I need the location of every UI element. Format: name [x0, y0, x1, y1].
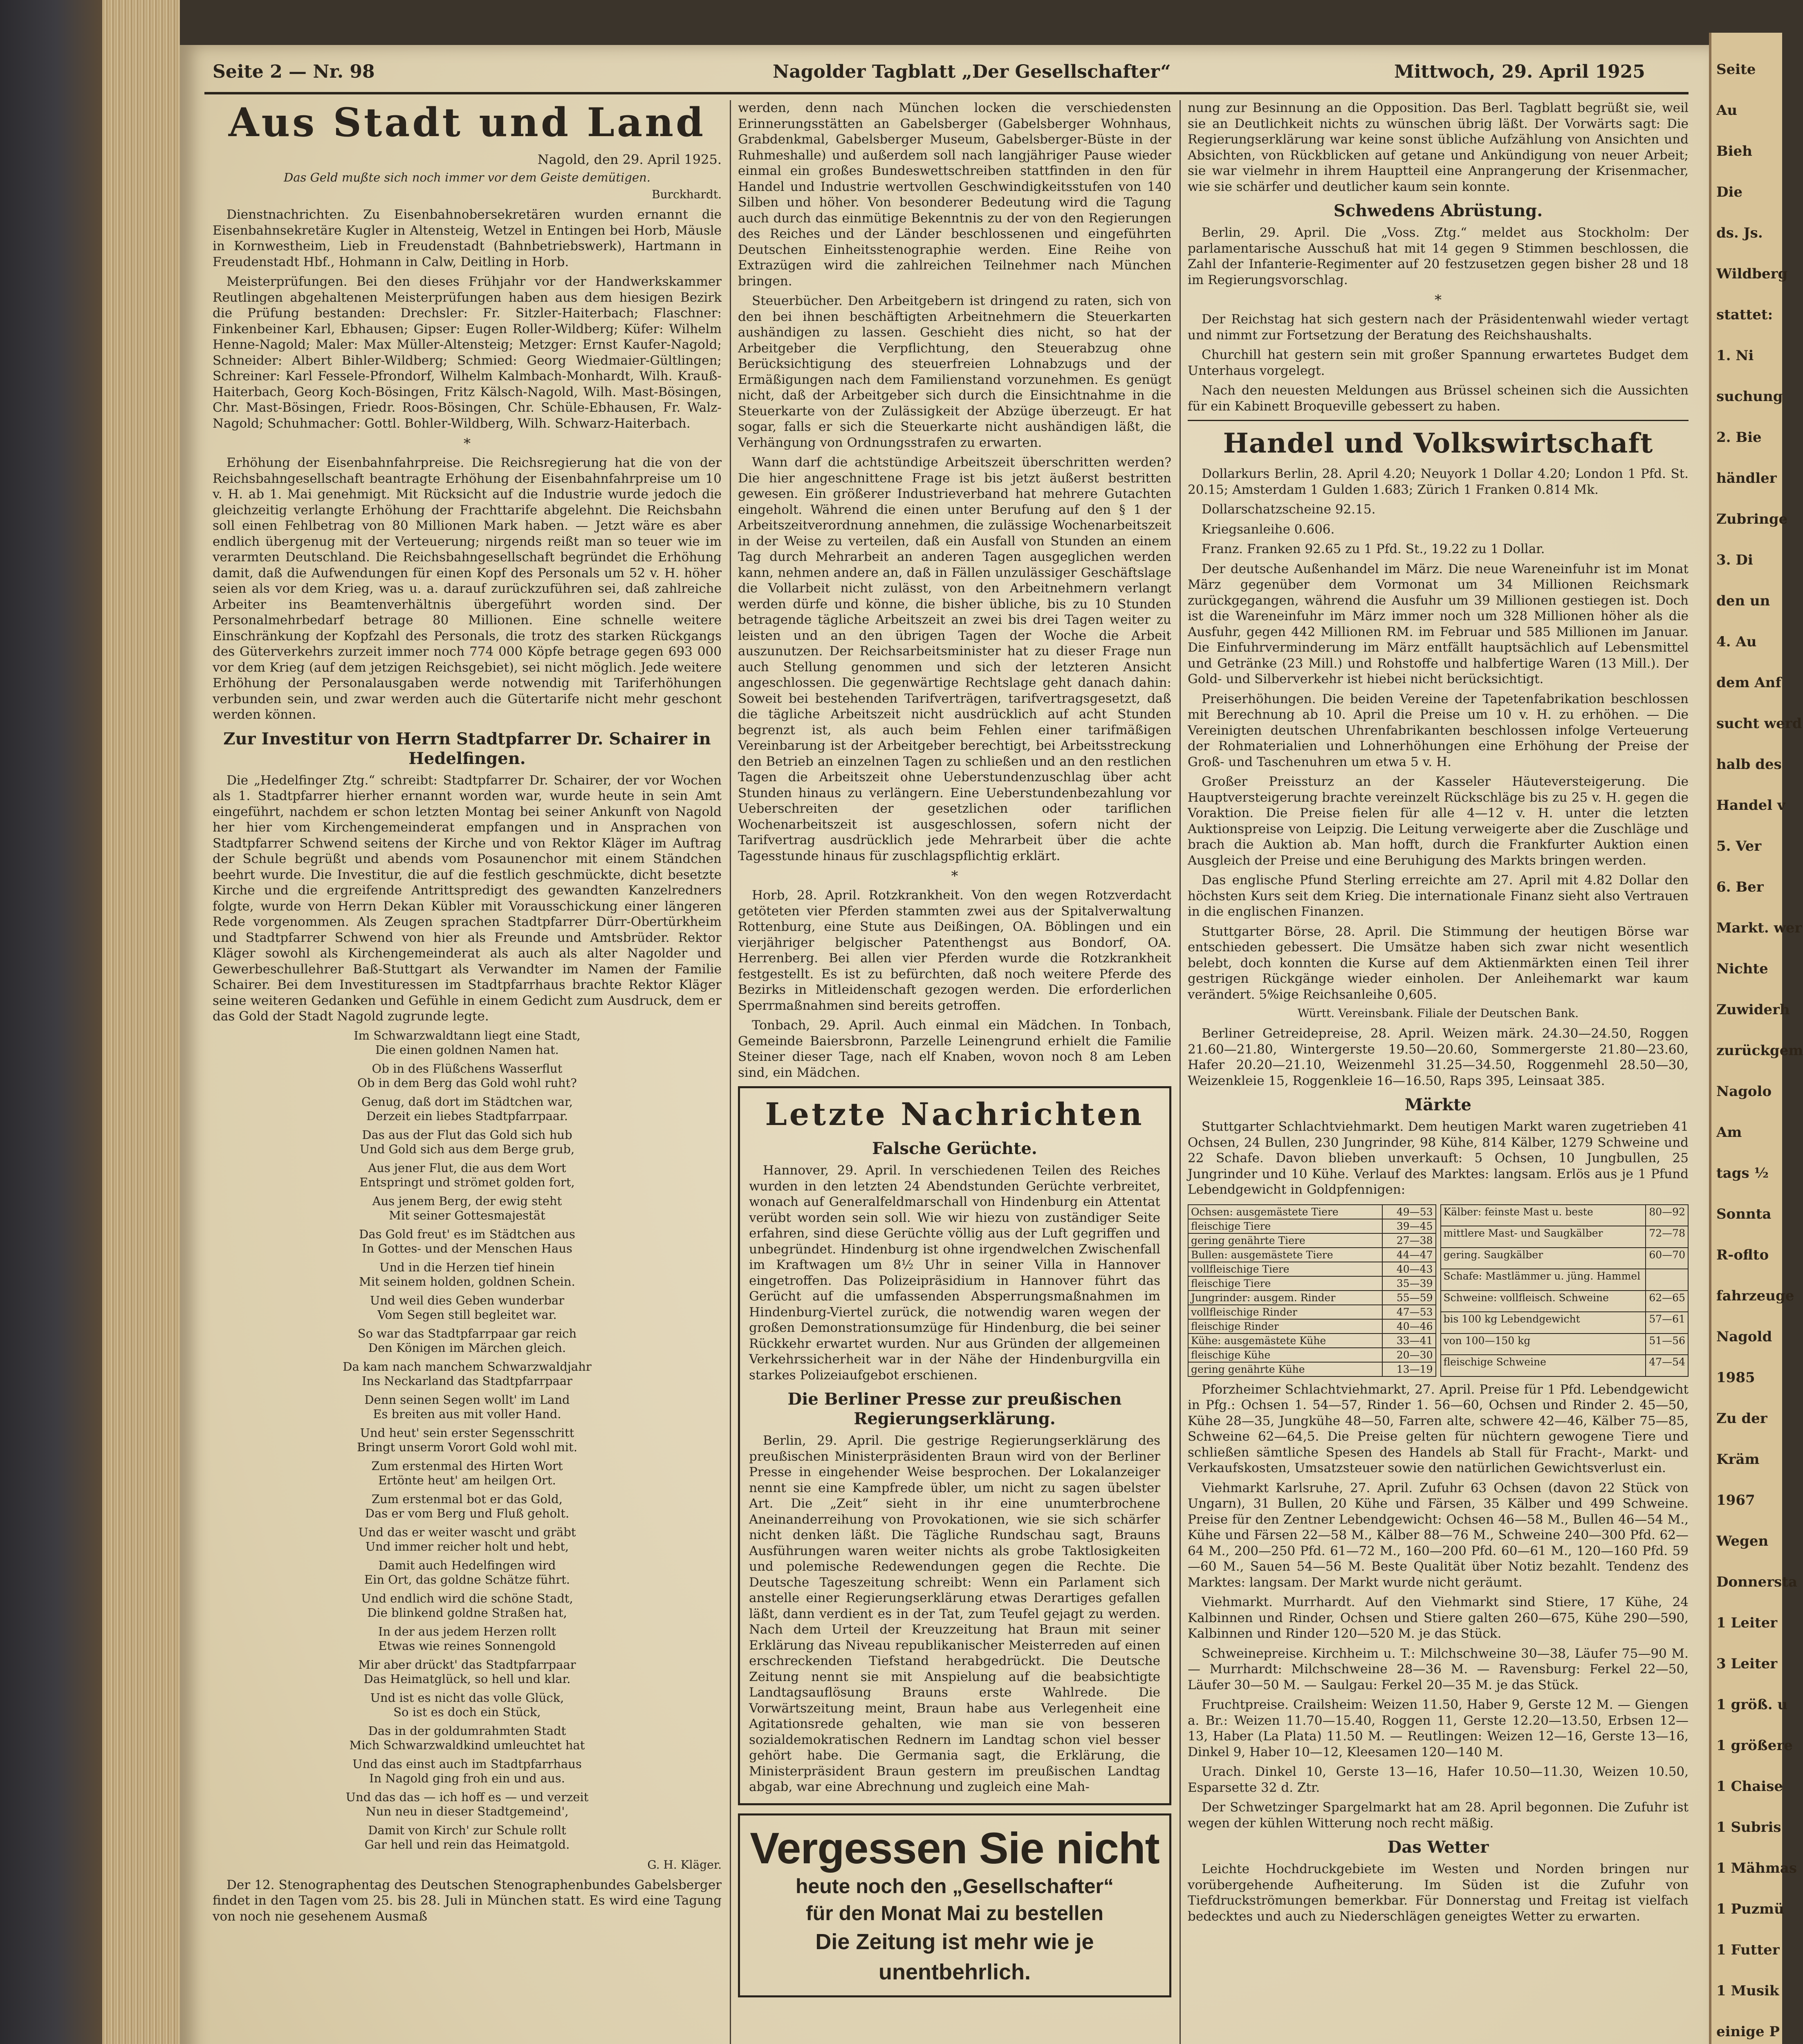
poem-line: Und das er weiter wascht und gräbt	[358, 1525, 576, 1539]
page-edges	[102, 0, 180, 2044]
adjacent-page-fragment: sucht werd	[1716, 715, 1802, 732]
adjacent-page-fragment: 1 größ. u	[1716, 1697, 1788, 1713]
article-stenographentag-cont: werden, denn nach München locken die verschiedensten Erinnerungsstätten an Gabelsberger (Gabelsberger Wohnhaus, Grabdenkmal, Gabelsberger Museum, Gabelsberger-Büste in der Ruhmeshalle) und außerdem soll nach langjähriger Pause wieder einmal ein großes Bundeswettschreiben stattfinden in den für Handel und Industrie wertvollen Geschwindigkeitsstufen von 140 Silben und höher. Von besonderer Bedeutung wird die Tagung auch durch das einmütige Bekenntnis zu der von den Regierungen des Reiches und der Länder beschlossenen und eingeführten Deutschen Einheitsstenographie werden. Eine Reihe von Extrazügen wird die zahlreichen Teilnehmer nach München bringen.	[738, 101, 1171, 289]
motto-author: Burckhardt.	[652, 188, 722, 201]
adjacent-page-fragment: Seite	[1716, 61, 1756, 78]
table-cell-category: Jungrinder: ausgem. Rinder	[1188, 1291, 1382, 1305]
adjacent-page-fragment: den un	[1716, 593, 1770, 609]
poem-line: Vom Segen still begleitet war.	[377, 1308, 557, 1322]
market-table-left	[1188, 1204, 1436, 1377]
book-binding	[0, 0, 102, 2044]
article-wetter: Leichte Hochdruckgebiete im Westen und Norden bringen nur vorübergehende Aufheiterung. Im Süden ist die Zufuhr von Tiefdruckströmungen bemerkbar. Für Donnerstag und Freitag ist vielfach bedecktes und auch zu Niederschlägen geneigtes Wetter zu erwarten.	[1188, 1862, 1689, 1924]
adjacent-page-fragment: 1985	[1716, 1369, 1755, 1386]
poem-line: Da kam nach manchem Schwarzwaldjahr	[343, 1359, 592, 1374]
article-spargelmarkt: Der Schwetzinger Spargelmarkt hat am 28. April begonnen. Die Zufuhr ist wegen der kühlen Witterung noch recht mäßig.	[1188, 1800, 1689, 1831]
adjacent-page-fragment: 1 größere	[1716, 1737, 1793, 1754]
poem-line: Ob in dem Berg das Gold wohl ruht?	[357, 1076, 577, 1090]
table-row	[1188, 1362, 1436, 1376]
table-cell-price: 27—38	[1382, 1233, 1435, 1248]
poem-signature: G. H. Kläger.	[647, 1858, 722, 1871]
adjacent-page-fragment: ds. Js.	[1716, 225, 1763, 241]
latest-news-title: Letzte Nachrichten	[765, 1096, 1144, 1132]
table-cell-category: fleischige Schweine	[1441, 1355, 1646, 1376]
table-cell-category: vollfleischige Rinder	[1188, 1305, 1382, 1319]
headline-geruechte: Falsche Gerüchte.	[872, 1139, 1037, 1158]
adjacent-page-fragment: 1 Futter	[1716, 1942, 1780, 1958]
table-cell-category: fleischige Tiere	[1188, 1219, 1382, 1233]
poem-line: Zum erstenmal bot er das Gold,	[371, 1492, 563, 1506]
header-page-number: Seite 2 — Nr. 98	[213, 61, 375, 82]
market-table-right	[1440, 1204, 1689, 1377]
market-tables	[1188, 1202, 1689, 1382]
article-investitur: Die „Hedelfinger Ztg.“ schreibt: Stadtpfarrer Dr. Schairer, der vor Wochen als 1. Stadtpfarrer hierher ernannt worden war, wurde heute in sein Amt eingeführt, nachdem er schon letzten Montag bei seiner Ankunft von Nagold her hier vom Kirchengemeinderat empfangen und in Ansprachen von Stadtpfarrer Schwend seitens der Kirche und von Rektor Kläger im Auftrag der Schule begrüßt und abends vom Posaunenchor mit einem Ständchen beehrt wurde. Die Investitur, die auf die festlich geschmückte, dicht besetzte Kirche und die ergreifende Antrittspredigt des gewandten Kanzelredners folgte, wurde von Herrn Dekan Kübler mit Vorausschickung einer längeren Rede vorgenommen. Als Zeugen sprachen Stadtpfarrer Dürr-Obertürkheim und Stadtpfarrer Schwend von hier als Freunde und Amtsbrüder. Rektor Kläger sowohl als Kirchengemeinderat als auch als alter Nagolder und Gewerbeschullehrer Baß-Stuttgart als Verwandter im Namen der Familie Schairer. Bei dem Investituressen im Stadtpfarrhaus brachte Rektor Kläger seine weiteren Gedanken und Gefühle in einem Gedicht zum Ausdruck, dem er das Gold der Stadt Nagold zugrunde legte.	[213, 773, 722, 1024]
table-cell-category: von 100—150 kg	[1441, 1334, 1646, 1355]
table-cell-category: Kälber: feinste Mast u. beste	[1441, 1205, 1646, 1226]
poem-line: Damit auch Hedelfingen wird	[378, 1558, 556, 1572]
table-cell-price: 35—39	[1382, 1276, 1435, 1291]
table-row	[1188, 1319, 1436, 1334]
article-bruessel: Nach den neuesten Meldungen aus Brüssel scheinen sich die Aussichten für ein Kabinett Broqueville gebessert zu haben.	[1188, 383, 1689, 414]
section-rule	[1188, 420, 1689, 421]
poem-line: In Gottes- und der Menschen Haus	[362, 1242, 572, 1255]
adjacent-page-fragment: dem Anf	[1716, 675, 1781, 691]
article-berlin-presse: Berlin, 29. April. Die gestrige Regierungserklärung des preußischen Ministerpräsidenten Braun wird von der Berliner Presse in eingehender Weise besprochen. Der Lokalanzeiger nennt sie eine Kampfrede übler, um nicht zu sagen übelster Art. Die „Zeit“ sieht in ihr eine unumterbrochene Aneinanderreihung von Provokationen, wie sie sich schärfer nicht denken läßt. Die Tägliche Rundschau sagt, Brauns Ausführungen waren weiter nichts als grobe Taktlosigkeiten und polemische Redewendungen gegen die Rechte. Die Deutsche Tageszeitung schreibt: Wenn ein Parlament sich anstelle einer Regierungserklärung etwas Derartiges gefallen läßt, dann verdient es in der Tat, zum Teufel gejagt zu werden. Nach dem Urteil der Kreuzzeitung hat Braun mit seiner Erklärung das Niveau republikanischer Meisterreden auf einen erschreckenden Tiefstand herabgedrückt. Die Deutsche Zeitung nennt sie mit Anspielung auf die beabsichtigte Landtagsauflösung Brauns erste Wahlrede. Die Vorwärtszeitung meint, Braun habe aus Verlegenheit eine Agitationsrede gehalten, wie man sie von besseren sozialdemokratischen Rednern im Landtag schon viel besser gehört habe. Die Germania sagt, die Erklärung, die Ministerpräsident Braun gestern im preußischen Landtag abgab, war eine Abrechnung und zugleich eine Mah-	[749, 1433, 1160, 1794]
poem-line: In der aus jedem Herzen rollt	[378, 1624, 556, 1638]
table-row	[1441, 1248, 1689, 1269]
article-schlachtviehmarkt: Stuttgarter Schlachtviehmarkt. Dem heutigen Markt waren zugetrieben 41 Ochsen, 24 Bullen, 230 Jungrinder, 98 Kühe, 814 Kälber, 1279 Schweine und 22 Schafe. Davon blieben unverkauft: 5 Ochsen, 10 Jungbullen, 25 Jungrinder und 10 Kühe. Verlauf des Marktes: langsam. Erlös aus je 1 Pfund Lebendgewicht in Goldpfennigen:	[1188, 1119, 1689, 1197]
adjacent-page-fragment: Am	[1716, 1124, 1742, 1141]
table-row	[1441, 1334, 1689, 1355]
adjacent-page-fragment: Wegen	[1716, 1533, 1769, 1549]
article-horb: Horb, 28. April. Rotzkrankheit. Von den wegen Rotzverdacht getöteten vier Pferden stammten zwei aus der Spitalverwaltung Rottenburg, eine Stute aus Deißingen, OA. Böblingen und ein vierjähriger belgischer Patenthengst aus Bondorf, OA. Herrenberg. Bei allen vier Pferden wurde die Rotzkrankheit festgestellt. Es ist zu befürchten, daß noch weitere Pferde des Bezirks in Mitleidenschaft gezogen werden. Die erforderlichen Sperrmaßnahmen sind bereits getroffen.	[738, 888, 1171, 1013]
article-haeuteversteigerung: Großer Preissturz an der Kasseler Häuteversteigerung. Die Hauptversteigerung brachte vereinzelt Rückschläge bis zu 25 v. H. gegen die Voraktion. Die Preise fielen für alle 4—12 v. H. unter die letzten Auktionspreise von Leipzig. Die Leitung verweigerte aber die Zuschläge und brach die Auktion ab. Man hofft, durch die Frankfurter Auktion einen Ausgleich der Preise und eine Beruhigung des Markts bringen werden.	[1188, 774, 1689, 868]
adjacent-page-fragment: 6. Ber	[1716, 879, 1764, 895]
poem-line: Mir aber drückt' das Stadtpfarrpaar	[358, 1657, 576, 1672]
poem-line: Entspringt und strömet golden fort,	[359, 1175, 575, 1189]
table-cell-price: 60—70	[1646, 1248, 1688, 1269]
adjacent-page-fragment: 3. Di	[1716, 552, 1753, 568]
ad-headline: Vergessen Sie nicht	[750, 1823, 1159, 1873]
adjacent-page-fragment: fahrzeuge	[1716, 1288, 1794, 1304]
subscription-ad	[738, 1813, 1171, 1997]
poem-line: Das Gold freut' es im Städtchen aus	[359, 1227, 575, 1241]
table-row	[1441, 1226, 1689, 1248]
poem-line: Und Gold sich aus dem Berge grub,	[359, 1142, 575, 1156]
poem-line: So ist es doch ein Stück,	[393, 1705, 541, 1719]
article-preiserhoehungen: Preiserhöhungen. Die beiden Vereine der Tapetenfabrikation beschlossen mit Berechnung ab 10. April die Preise um 10 v. H. zu erhöhen. — Die Vereinigten deutschen Uhrenfabrikanten beschlossen infolge Verteuerung der Rohmaterialien und Lohnerhöhungen eine Erhöhung der Preise der Groß- und Taschenuhren um etwa 5 v. H.	[1188, 691, 1689, 769]
separator-star: *	[464, 435, 471, 452]
table-cell-price: 44—47	[1382, 1248, 1435, 1262]
adjacent-page-fragment: 1 Chaise	[1716, 1778, 1783, 1795]
adjacent-page-fragment: 1 Musik	[1716, 1983, 1779, 1999]
adjacent-page-fragment: Donnersta	[1716, 1574, 1798, 1590]
poem-line: Ins Neckarland das Stadtpfarrpaar	[361, 1374, 573, 1388]
table-cell-price: 47—54	[1646, 1355, 1688, 1376]
adjacent-page-fragment: 4. Au	[1716, 634, 1757, 650]
poem-line: Und endlich wird die schöne Stadt,	[361, 1591, 573, 1605]
column-3	[1188, 100, 1689, 2044]
table-row	[1441, 1269, 1689, 1291]
poem-line: Damit von Kirch' zur Schule rollt	[368, 1823, 566, 1837]
article-dienstnachrichten: Dienstnachrichten. Zu Eisenbahnobersekretären wurden ernannt die Eisenbahnsekretäre Kugler in Altensteig, Wetzel in Entingen bei Horb, Mäusle in Kornwestheim, Lieb in Freudenstadt (Bahnbetriebswerk), Hartmann in Freudenstadt Hbf., Hohmann in Calw, Deitling in Horb.	[213, 207, 722, 269]
table-row	[1188, 1348, 1436, 1362]
headline-berliner-presse: Die Berliner Presse zur preußischen Regierungserklärung.	[787, 1390, 1122, 1428]
article-dollarkurs: Dollarkurs Berlin, 28. April 4.20; Neuyork 1 Dollar 4.20; London 1 Pfd. St. 20.15; Amsterdam 1 Gulden 1.683; Zürich 1 Franken 0.814 Mk.	[1188, 466, 1689, 497]
adjacent-page	[1709, 33, 1803, 2044]
adjacent-page-fragment: stattet:	[1716, 307, 1773, 323]
column-rule	[730, 100, 731, 2044]
table-cell-price: 62—65	[1646, 1291, 1688, 1312]
table-cell-category: Bullen: ausgemästete Tiere	[1188, 1248, 1382, 1262]
table-cell-price: 33—41	[1382, 1334, 1435, 1348]
poem-line: Das Heimatglück, so hell und klar.	[363, 1672, 571, 1686]
column-1	[213, 100, 722, 2044]
poem-line: Das aus der Flut das Gold sich hub	[362, 1127, 572, 1142]
article-pfund: Das englische Pfund Sterling erreichte am 27. April mit 4.82 Dollar den höchsten Kurs seit dem Krieg. Die internationale Finanz sieht also Vertrauen in die englischen Finanzen.	[1188, 873, 1689, 919]
table-cell-price: 40—46	[1382, 1319, 1435, 1334]
article-franken: Franz. Franken 92.65 zu 1 Pfd. St., 19.22 zu 1 Dollar.	[1202, 542, 1545, 556]
table-row	[1441, 1312, 1689, 1334]
adjacent-page-fragment: 1 Leiter	[1716, 1615, 1778, 1631]
adjacent-page-fragment: 1 Subris	[1716, 1819, 1781, 1836]
table-cell-price: 72—78	[1646, 1226, 1688, 1248]
adjacent-page-fragment: 2. Bie	[1716, 429, 1762, 446]
article-urach: Urach. Dinkel 10, Gerste 13—16, Hafer 10.50—11.30, Weizen 10.50, Esparsette 32 d. Ztr.	[1188, 1764, 1689, 1795]
poem-line: Aus jener Flut, die aus dem Wort	[368, 1161, 566, 1175]
table-row	[1188, 1276, 1436, 1291]
latest-news-box	[738, 1086, 1171, 1805]
table-cell-category: gering. Saugkälber	[1441, 1248, 1646, 1269]
section-title-handel: Handel und Volkswirtschaft	[1223, 427, 1653, 459]
adjacent-page-fragment: Zu der	[1716, 1410, 1767, 1427]
article-arbeitszeit: Wann darf die achtstündige Arbeitszeit überschritten werden? Die hier angeschnittene Frage ist bis jetzt äußerst bestritten gewesen. Ein größerer Industrieverband hat mehrere Gutachten eingeholt. Während die einen unter Berufung auf den § 1 der Arbeitszeitverordnung annehmen, die zulässige Wochenarbeitszeit in der Weise zu verteilen, daß ein Ausfall von Stunden an einem Tag durch Mehrarbeit an anderen Tagen ausgeglichen werden kann, nehmen andere an, daß in Fällen unzulässiger Geschäftslage die Vollarbeit nicht zulässt, von den Arbeitnehmern verlangt werden dürfe und könne, die bisher übliche, bis zu 10 Stunden betragende tägliche Arbeitszeit an zwei bis drei Tagen weiter zu leisten und an den übrigen Tagen der Woche die Arbeit auszunutzen. Der Reichsarbeitsminister hat zu dieser Frage nun auch Stellung genommen und sich der letzteren Ansicht angeschlossen. Die gegenwärtige Rechtslage geht danach dahin: Soweit bei bestehenden Tarifverträgen, tarifvertragsgesetzt, daß die tägliche Arbeitszeit nicht ausdrücklich auf acht Stunden begrenzt ist, als auch beim Fehlen einer tarifmäßigen Vereinbarung ist der Arbeitgeber berechtigt, bei Arbeitsstreckung den Betrieb an einzelnen Tagen zu schließen und an den restlichen Tagen die Arbeitszeit ohne Ueberstundenzuschlag über acht Stunden hinaus zu verlängern. Eine Ueberstundenbezahlung vor Ueberschreiten der gesetzlichen oder tariflichen Wochenarbeitszeit ist ausgeschlossen, sofern nicht der Tarifvertrag ausdrücklich jede Mehrarbeit über die achte Tagesstunde hinaus für zuschlagspflichtig erklärt.	[738, 455, 1171, 863]
adjacent-page-fragment: 5. Ver	[1716, 838, 1762, 854]
bank-credit: Württ. Vereinsbank. Filiale der Deutschen Bank.	[1297, 1006, 1579, 1020]
poem-line: So war das Stadtpfarrpaar gar reich	[357, 1326, 577, 1340]
table-row	[1188, 1291, 1436, 1305]
poem-line: Gar hell und rein das Heimatgold.	[364, 1838, 570, 1851]
adjacent-page-fragment: 1 Mähmas	[1716, 1860, 1797, 1876]
poem-line: Mich Schwarzwaldkind umleuchtet hat	[349, 1738, 585, 1752]
poem-line: Den Königen im Märchen gleich.	[368, 1341, 566, 1355]
table-cell-category: fleischige Kühe	[1188, 1348, 1382, 1362]
article-stuttgarter-boerse: Stuttgarter Börse, 28. April. Die Stimmung der heutigen Börse war entschieden gebessert. Die Umsätze haben sich zwar nicht wesentlich belebt, doch konnten die Kurse auf dem Aktienmärkten einen Teil ihrer gestrigen Rückgänge wieder einholen. Der Anleihemarkt war kaum verändert. 5%ige Reichsanleihe 0,605.	[1188, 924, 1689, 1002]
headline-maerkte: Märkte	[1405, 1095, 1471, 1114]
poem-line: Derzeit ein liebes Stadtpfarrpaar.	[366, 1109, 568, 1123]
adjacent-page-fragment: Markt. wer	[1716, 920, 1802, 936]
table-row	[1188, 1248, 1436, 1262]
poem-line: In Nagold ging froh ein und aus.	[369, 1771, 565, 1785]
article-steuerbuecher: Steuerbücher. Den Arbeitgebern ist dringend zu raten, sich von den bei ihnen beschäftigten Arbeitnehmern die Steuerkarten aushändigen zu lassen. Geschieht dies nicht, so hat der Arbeitgeber die Verpflichtung, den Steuerabzug ohne Berücksichtigung des steuerfreien Lohnabzugs und der Ermäßigungen nach dem Familienstand vorzunehmen. Es genügt nicht, daß der Arbeitgeber sich durch die Einsichtnahme in die Steuerkarte von der Zulässigkeit der Abzüge überzeugt. Er hat sogar, falls er sich die Steuerkarte nicht aushändigen läßt, die Verhängung von Ordnungsstrafen zu erwarten.	[738, 294, 1171, 450]
headline-investitur: Zur Investitur von Herrn Stadtpfarrer Dr. Schairer in Hedelfingen.	[223, 729, 711, 768]
article-hannover: Hannover, 29. April. In verschiedenen Teilen des Reiches wurden in den letzten 24 Abendstunden Gerüchte verbreitet, wonach auf Generalfeldmarschall von Hindenburg ein Attentat verübt worden sein soll. Wie wir hiezu von zuständiger Seite erfahren, sind diese Gerüchte völlig aus der Luft gegriffen und unbegründet. Hindenburg ist ohne irgendwelchen Zwischenfall im Kraftwagen um 8½ Uhr in seiner Villa in Hannover eingetroffen. Das Polizeipräsidium in Hannover führt das Gerücht auf die umfassenden Absperrungsmaßnahmen im Hindenburg-Viertel zurück, die notwendig waren wegen der großen Demonstrationsumzüge für Hindenburg, die bei seiner Rückkehr erwartet wurden. Nur aus Gründen der allgemeinen Verkehrssicherheit war in der Nähe der Hindenburgvilla ein starkes Polizeiaufgebot erschienen.	[749, 1163, 1160, 1383]
adjacent-page-fragment: Sonnta	[1716, 1206, 1772, 1222]
poem-line: Ob in des Flüßchens Wasserflut	[372, 1061, 563, 1076]
poem-line: Zum erstenmal des Hirten Wort	[371, 1459, 563, 1473]
column-rule	[1180, 100, 1181, 2044]
table-cell-price: 13—19	[1382, 1362, 1435, 1376]
article-pforzheim: Pforzheimer Schlachtviehmarkt, 27. April. Preise für 1 Pfd. Lebendgewicht in Pfg.: Ochsen 1. 54—57, Rinder 1. 56—60, Ochsen und Rinder 2. 45—50, Kühe 28—35, Jungkühe 48—50, Farren alte, schwere 42—46, Kälber 75—85, Schweine 62—64,5. Die Preise gelten für nüchtern gewogene Tiere und schließen sämtliche Spesen des Handels ab Stall für Fracht-, Markt- und Verkaufskosten, Umsatzsteuer sowie den natürlichen Gewichtsverlust ein.	[1188, 1382, 1689, 1475]
header-paper-title: Nagolder Tagblatt „Der Gesellschafter“	[773, 61, 1171, 82]
table-cell-category: mittlere Mast- und Saugkälber	[1441, 1226, 1646, 1248]
article-fruchtpreise: Fruchtpreise. Crailsheim: Weizen 11.50, Haber 9, Gerste 12 M. — Giengen a. Br.: Weizen 11.70—15.40, Roggen 11, Gerste 12.20—13.50, Erbsen 12—13, Haber (La Plata) 11.50 M. — Reutlingen: Weizen 12—16, Gerste 13—16, Dinkel 9, Haber 10—12, Kleesamen 120—140 M.	[1188, 1697, 1689, 1759]
table-cell-price: 49—53	[1382, 1205, 1435, 1219]
table-cell-category: bis 100 kg Lebendgewicht	[1441, 1312, 1646, 1334]
table-row	[1441, 1291, 1689, 1312]
table-cell-price: 40—43	[1382, 1262, 1435, 1276]
table-cell-price: 57—61	[1646, 1312, 1688, 1334]
article-reichstag: Der Reichstag hat sich gestern nach der Präsidentenwahl wieder vertagt und nimmt zur Fortsetzung der Beratung des Reichshaushalts.	[1188, 312, 1689, 343]
article-schatzscheine: Dollarschatzscheine 92.15.	[1202, 502, 1376, 517]
adjacent-page-fragment: Die	[1716, 184, 1743, 200]
table-row	[1188, 1334, 1436, 1348]
article-presse-cont: nung zur Besinnung an die Opposition. Das Berl. Tagblatt begrüßt sie, weil sie an Deutlichkeit nichts zu wünschen übrig läßt. Der Vorwärts sagt: Die Regierungserklärung war keine sonst übliche Aufzählung von Ansichten und Absichten, von Rückblicken auf getane und Ankündigung von neuer Arbeit; sie war vielmehr in ihrem Hauptteil eine Anprangerung der Krisenmacher, wie sie schärfer und deutlicher kaum sein konnte.	[1188, 101, 1689, 194]
poem-line: Die blinkend goldne Straßen hat,	[367, 1606, 567, 1620]
poem-line: Aus jenem Berg, der ewig steht	[372, 1194, 562, 1208]
headline-wetter: Das Wetter	[1387, 1838, 1489, 1857]
table-cell-category: Schweine: vollfleisch. Schweine	[1441, 1291, 1646, 1312]
table-cell-price: 39—45	[1382, 1219, 1435, 1233]
column-2	[738, 100, 1171, 2044]
adjacent-page-fragment: Bieh	[1716, 143, 1753, 159]
article-stenographentag: Der 12. Stenographentag des Deutschen Stenographenbundes Gabelsberger findet in den Tagen vom 25. bis 28. Juli in München statt. Es wird eine Tagung von noch nie gesehenem Ausmaß	[213, 1877, 722, 1924]
adjacent-page-fragment: halb des	[1716, 756, 1782, 773]
poem-line: Und ist es nicht das volle Glück,	[370, 1690, 564, 1705]
poem-line: Es breiten aus mit voller Hand.	[373, 1407, 561, 1421]
header-rule	[204, 92, 1689, 94]
article-murrhardt: Viehmarkt. Murrhardt. Auf den Viehmarkt sind Stiere, 17 Kühe, 24 Kalbinnen und Rinder, Ochsen und Stiere galten 260—675, Kühe 290—590, Kalbinnen und Rinder 120—520 M. je das Stück.	[1188, 1595, 1689, 1641]
adjacent-page-fragment: Wildberg	[1716, 266, 1788, 282]
table-row	[1188, 1205, 1436, 1219]
adjacent-page-fragment: R-oflto	[1716, 1247, 1769, 1263]
poem-line: Mit seiner Gottesmajestät	[389, 1208, 545, 1222]
adjacent-page-fragment: zurückgem	[1716, 1042, 1803, 1059]
table-cell-price: 51—56	[1646, 1334, 1688, 1355]
adjacent-page-fragment: Nagolo	[1716, 1083, 1772, 1100]
adjacent-page-fragment: Kräm	[1716, 1451, 1760, 1468]
adjacent-page-fragment: Zubringe	[1716, 511, 1788, 527]
adjacent-page-fragment: 3 Leiter	[1716, 1656, 1778, 1672]
poem-line: Nun neu in dieser Stadtgemeind',	[366, 1804, 569, 1818]
article-kriegsanleihe: Kriegsanleihe 0.606.	[1202, 522, 1335, 537]
table-cell-price: 47—53	[1382, 1305, 1435, 1319]
table-row	[1188, 1233, 1436, 1248]
table-row	[1441, 1355, 1689, 1376]
table-row	[1441, 1205, 1689, 1226]
table-row	[1188, 1262, 1436, 1276]
table-cell-category: fleischige Rinder	[1188, 1319, 1382, 1334]
article-schweden: Berlin, 29. April. Die „Voss. Ztg.“ meldet aus Stockholm: Der parlamentarische Ausschuß hat mit 14 gegen 9 Stimmen beschlossen, die Zahl der Infanterie-Regimenter auf 20 festzusetzen gegen bisher 28 und 18 im Regierungsvorschlag.	[1188, 225, 1689, 287]
poem-line: Und weil dies Geben wunderbar	[370, 1293, 565, 1307]
adjacent-page-fragment: 1. Ni	[1716, 347, 1754, 364]
poem-line: Etwas wie reines Sonnengold	[378, 1639, 556, 1653]
poem-line: Genug, daß dort im Städtchen war,	[361, 1094, 573, 1109]
adjacent-page-fragment: tags ½	[1716, 1165, 1769, 1181]
poem-line: Im Schwarzwaldtann liegt eine Stadt,	[354, 1028, 581, 1042]
separator-star: *	[951, 868, 958, 884]
table-cell-price: 55—59	[1382, 1291, 1435, 1305]
table-cell-category: gering genährte Kühe	[1188, 1362, 1382, 1376]
article-tonbach: Tonbach, 29. April. Auch einmal ein Mädchen. In Tonbach, Gemeinde Baiersbronn, Parzelle Leinengrund erhielt die Familie Steiner dieser Tage, nach elf Knaben, wovon noch 8 am Leben sind, ein Mädchen.	[738, 1018, 1171, 1080]
table-cell-category: gering genährte Tiere	[1188, 1233, 1382, 1248]
article-aussenhandel: Der deutsche Außenhandel im März. Die neue Wareneinfuhr ist im Monat März gegenüber dem Vormonat um 34 Millionen Reichsmark zurückgegangen, während die Ausfuhr um 39 Millionen gestiegen ist. Doch ist die Wareneinfuhr im März immer noch um 328 Millionen höher als die Ausfuhr, gegen 442 Millionen RM. im Februar und 585 Millionen im Januar. Die Einfuhrverminderung im März entfällt hauptsächlich auf Lebensmittel und Getränke (23 Mill.) und Rohstoffe und halbfertige Waren (13 Mill.). Der Gold- und Silberverkehr ist hiebei nicht berücksichtigt.	[1188, 561, 1689, 686]
motto-quote: Das Geld mußte sich noch immer vor dem Geiste demütigen.	[283, 170, 651, 184]
adjacent-page-fragment: Au	[1716, 102, 1738, 119]
adjacent-page-fragment: 1967	[1716, 1492, 1755, 1508]
poem-line: Denn seinen Segen wollt' im Land	[364, 1392, 570, 1407]
poem-line: Ertönte heut' am heilgen Ort.	[378, 1473, 556, 1487]
ad-line-4: Die Zeitung ist mehr wie je unentbehrlich.	[815, 1929, 1094, 1984]
poem-line: Und das das — ich hoff es — und verzeit	[345, 1790, 589, 1804]
poem-line: Das in der goldumrahmten Stadt	[368, 1724, 566, 1738]
poem-line: Und immer reicher holt und hebt,	[365, 1540, 569, 1553]
table-cell-price: 20—30	[1382, 1348, 1435, 1362]
poem-line: Und heut' sein erster Segensschritt	[360, 1425, 574, 1440]
poem-line: Die einen goldnen Namen hat.	[375, 1043, 559, 1057]
table-cell-price	[1646, 1269, 1688, 1291]
poem-line: Und in die Herzen tief hinein	[379, 1260, 555, 1274]
adjacent-page-fragment: Zuwiderh	[1716, 1002, 1790, 1018]
table-cell-price: 80—92	[1646, 1205, 1688, 1226]
ad-line-3: für den Monat Mai zu bestellen	[806, 1901, 1103, 1925]
article-meisterpruefungen: Meisterprüfungen. Bei den dieses Frühjahr vor der Handwerkskammer Reutlingen abgehaltenen Meisterprüfungen haben aus dem hiesigen Bezirk die Prüfung bestanden: Drechsler: Fr. Sitzler-Haiterbach; Flaschner: Finkenbeiner Karl, Ebhausen; Gipser: Eugen Roller-Wildberg; Küfer: Wilhelm Henne-Nagold; Maler: Max Müller-Altensteig; Metzger: Ernst Kaufer-Nagold; Schneider: Albert Bihler-Wildberg; Schmied: Georg Wiedmaier-Gültlingen; Schreiner: Karl Fessele-Pfrondorf, Wilhelm Kalmbach-Monhardt, Wilh. Krauß-Haiterbach, Georg Koch-Bösingen, Fritz Kälsch-Nagold, Wilh. Mast-Bösingen, Chr. Mast-Bösingen, Friedr. Roos-Bösingen, Chr. Schüle-Ebhausen, Fr. Walz-Nagold; Schuhmacher: Gottl. Bohler-Wildberg, Wilh. Schwarz-Haiterbach.	[213, 274, 722, 431]
table-cell-category: Ochsen: ausgemästete Tiere	[1188, 1205, 1382, 1219]
poem-line: Bringt unserm Vorort Gold wohl mit.	[357, 1440, 578, 1454]
table-row	[1188, 1305, 1436, 1319]
article-schweinepreise: Schweinepreise. Kirchheim u. T.: Milchschweine 30—38, Läufer 75—90 M. — Murrhardt: Milchschweine 28—36 M. — Ravensburg: Ferkel 22—50, Läufer 30—50 M. — Saulgau: Ferkel 20—35 M. je das Stück.	[1188, 1646, 1689, 1692]
section-title: Aus Stadt und Land	[228, 99, 706, 146]
poem-line: Mit seinem holden, goldnen Schein.	[359, 1275, 575, 1289]
table-cell-category: fleischige Tiere	[1188, 1276, 1382, 1291]
poem-line: Und das einst auch im Stadtpfarrhaus	[352, 1757, 582, 1771]
adjacent-page-fragment: Handel v	[1716, 797, 1785, 814]
article-karlsruhe: Viehmarkt Karlsruhe, 27. April. Zufuhr 63 Ochsen (davon 22 Stück von Ungarn), 31 Bullen, 20 Kühe und Färsen, 35 Kälber und 499 Schweine. Preise für den Zentner Lebendgewicht: Ochsen 46—58 M., Bullen 46—54 M., Kühe und Färsen 22—58 M., Kälber 88—76 M., Schweine 240—300 Pfd. 62—64 M., 200—250 Pfd. 61—72 M., 160—200 Pfd. 60—61 M., 120—160 Pfd. 59—60 M., Sauen 54—56 M. Beste Qualität über Notiz bezahlt. Tendenz des Marktes: langsam. Der Markt wurde nicht geräumt.	[1188, 1480, 1689, 1590]
ad-line-2: heute noch den „Gesellschafter“	[796, 1874, 1114, 1898]
table-cell-category: Kühe: ausgemästete Kühe	[1188, 1334, 1382, 1348]
adjacent-page-fragment: Nichte	[1716, 961, 1768, 977]
article-churchill: Churchill hat gestern sein mit großer Spannung erwartetes Budget dem Unterhaus vorgelegt.	[1188, 347, 1689, 378]
poem	[213, 1029, 722, 1856]
table-cell-category: Schafe: Mastlämmer u. jüng. Hammel	[1441, 1269, 1646, 1291]
adjacent-page-fragment: händler	[1716, 470, 1777, 486]
adjacent-page-fragment: 1 Puzmü	[1716, 1901, 1784, 1917]
adjacent-page-fragment: suchung	[1716, 388, 1783, 405]
header-date: Mittwoch, 29. April 1925	[1394, 61, 1645, 82]
adjacent-page-fragment: einige P	[1716, 2024, 1780, 2040]
headline-schweden: Schwedens Abrüstung.	[1333, 201, 1543, 220]
dateline: Nagold, den 29. April 1925.	[537, 152, 722, 167]
article-getreidepreise: Berliner Getreidepreise, 28. April. Weizen märk. 24.30—24.50, Roggen 21.60—21.80, Wintergerste 19.50—20.60, Sommergerste 21.80—23.60, Hafer 20.20—21.10, Weizenmehl 31.25—34.50, Roggenmehl 28.50—30, Weizenkleie 15, Roggenkleie 16—16.50, Raps 395, Leinsaat 385.	[1188, 1026, 1689, 1088]
poem-line: Ein Ort, das goldne Schätze führt.	[364, 1573, 570, 1587]
article-fahrpreise: Erhöhung der Eisenbahnfahrpreise. Die Reichsregierung hat die von der Reichsbahngesellschaft beantragte Erhöhung der Eisenbahnfahrpreise um 10 v. H. ab 1. Mai genehmigt. Mit Rücksicht auf die Industrie wurde jedoch die gleichzeitig verlangte Erhöhung der Frachttarife abgelehnt. Die Reichsbahn soll einen Fehlbetrag von 80 Millionen Mark haben. — Jetzt wäre es aber endlich übergenug mit der Verteuerung; nirgends reißt man so teuer wie im verarmten Deutschland. Die Reichsbahngesellschaft begründet die Erhöhung damit, daß die Aufwendungen für einen Kopf des Personals um 52 v. H. höher seien als vor dem Krieg, was u. a. darauf zurückzuführen sei, daß zahlreiche Arbeiter ins Beamtenverhältnis übergeführt worden sind. Der Personalmehrbedarf betrage 80 Millionen. Eine schnelle weitere Einschränkung der Kopfzahl des Personals, die trotz des starken Rückgangs des Güterverkehrs zurzeit immer noch 774 000 Köpfe betrage gegen 693 000 vor dem Krieg (auf dem jetzigen Reichsgebiet), sei nicht möglich. Jede weitere Erhöhung der Personalausgaben werde notwendig mit Tariferhöhungen verbunden sein, und zwar werden auch die Gütertarife nicht mehr geschont werden können.	[213, 455, 722, 722]
poem-line: Das er vom Berg und Fluß geholt.	[365, 1506, 570, 1520]
separator-star: *	[1435, 292, 1442, 308]
table-row	[1188, 1219, 1436, 1233]
adjacent-page-fragment: Nagold	[1716, 1329, 1772, 1345]
table-cell-category: vollfleischige Tiere	[1188, 1262, 1382, 1276]
